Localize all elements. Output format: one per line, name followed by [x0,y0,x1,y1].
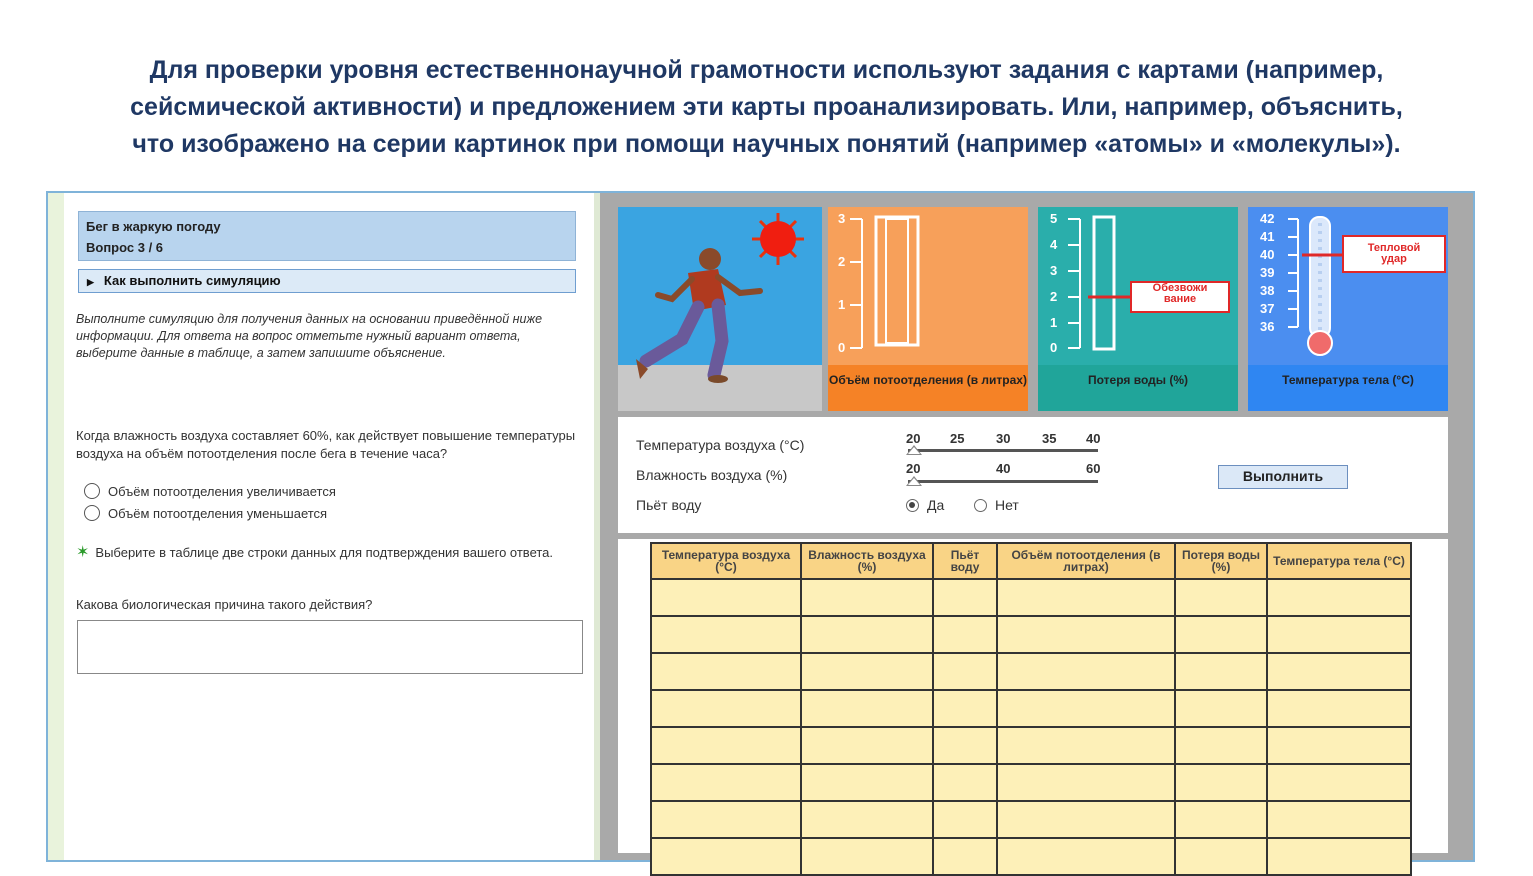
instructions-text: Выполните симуляцию для получения данных на основании приведённой ниже информации. Для ответа на вопрос отметьте нужный вариант ответа, выберите данные в таблице, а затем запишите объяснение. [76,312,543,360]
callout-line: Тепловой [1367,242,1421,254]
table-cell[interactable] [997,801,1175,838]
radio-button[interactable] [84,483,100,499]
humidity-scale-value: 40 [996,461,1011,476]
simulation-visuals [618,207,1448,411]
water-tick: 4 [1050,237,1058,252]
table-cell[interactable] [997,838,1175,875]
table-row[interactable] [651,579,1411,616]
table-cell[interactable] [1267,616,1411,653]
table-cell[interactable] [1175,653,1267,690]
table-cell[interactable] [801,838,933,875]
table-cell[interactable] [1267,690,1411,727]
slide-title-line: Для проверки уровня естественнонаучной грамотности используют задания с картами (например, [149,56,1384,84]
drinks-no-label: Нет [995,497,1019,513]
table-cell[interactable] [1175,616,1267,653]
table-cell[interactable] [1175,801,1267,838]
question-text: Когда влажность воздуха составляет 60%, как действует повышение температуры воздуха на объём потоотделения после бега в течение часа? [76,428,576,461]
sweat-tick: 1 [838,297,846,312]
explanation-textarea[interactable] [77,620,583,674]
table-cell[interactable] [1267,838,1411,875]
callout-line: удар [1381,253,1407,265]
air-temp-slider-thumb[interactable] [906,445,922,455]
howto-label: Как выполнить симуляцию [103,273,281,288]
select-hint-text: Выберите в таблице две строки данных для подтверждения вашего ответа. [95,545,554,560]
table-cell[interactable] [933,653,997,690]
table-cell[interactable] [651,616,801,653]
column-header: Потеря воды (%) [1175,543,1267,579]
table-cell[interactable] [933,838,997,875]
slide-title-line: сейсмической активности) и предложением эти карты проанализировать. Или, например, объяснить, [130,93,1403,121]
water-tick: 2 [1050,289,1058,304]
table-cell[interactable] [801,616,933,653]
column-header: Температура воздуха (°C) [651,543,801,579]
temp-tick: 41 [1260,229,1275,244]
water-gauge-label: Потеря воды (%) [1038,365,1238,411]
column-header: Влажность воздуха (%) [801,543,933,579]
callout-line: вание [1163,293,1197,305]
air-temp-slider-track[interactable] [908,449,1098,452]
sweat-gauge-label: Объём потоотделения (в литрах) [828,365,1028,411]
body-temperature-gauge [1248,207,1448,411]
radio-button[interactable] [906,499,919,512]
table-row[interactable] [651,801,1411,838]
run-simulation-button[interactable]: Выполнить [1218,465,1348,489]
water-tick: 3 [1050,263,1058,278]
slide-title-line: что изображено на серии картинок при помощи научных понятий (например «атомы» и «молекулы»). [132,130,1401,158]
table-row[interactable] [651,727,1411,764]
temp-tick: 42 [1260,211,1275,226]
table-cell[interactable] [801,801,933,838]
sweat-tick: 3 [838,211,846,226]
table-cell[interactable] [1175,764,1267,801]
table-cell[interactable] [651,727,801,764]
table-cell[interactable] [1267,653,1411,690]
water-tick: 5 [1050,211,1058,226]
simulation-controls [618,417,1448,533]
table-cell[interactable] [1267,579,1411,616]
table-cell[interactable] [997,579,1175,616]
table-cell[interactable] [651,579,801,616]
table-cell[interactable] [651,838,801,875]
table-cell[interactable] [801,690,933,727]
results-table-area [618,539,1448,853]
drinks-yes-radio[interactable] [906,497,944,513]
water-tick: 0 [1050,340,1058,355]
radio-button[interactable] [974,499,987,512]
table-cell[interactable] [651,801,801,838]
water-tick: 1 [1050,315,1058,330]
table-cell[interactable] [801,653,933,690]
table-cell[interactable] [933,727,997,764]
star-icon: ✶ [76,544,90,561]
sweat-volume-gauge [828,207,1028,411]
table-cell[interactable] [801,727,933,764]
question-number: Вопрос 3 / 6 [86,240,164,255]
table-cell[interactable] [801,764,933,801]
temp-gauge-label: Температура тела (°C) [1248,365,1448,411]
table-cell[interactable] [933,801,997,838]
thermometer-icon [1248,207,1448,365]
temp-tick: 38 [1260,283,1275,298]
howto-toggle-button[interactable] [78,269,576,293]
runner-scene [618,207,822,411]
column-header: Пьёт воду [933,543,997,579]
simulation-pane [600,193,1473,860]
table-row[interactable] [651,690,1411,727]
heatstroke-callout [1342,235,1446,273]
table-row[interactable] [651,838,1411,875]
table-cell[interactable] [1267,764,1411,801]
table-cell[interactable] [997,727,1175,764]
air-temp-scale-value: 30 [996,431,1011,446]
answer-option-decrease[interactable] [84,505,327,521]
radio-button[interactable] [84,505,100,521]
drinks-no-radio[interactable] [974,497,1019,513]
temp-tick: 36 [1260,319,1275,334]
humidity-scale-value: 20 [906,461,921,476]
table-cell[interactable] [1175,690,1267,727]
water-loss-gauge [1038,207,1238,411]
table-cell[interactable] [933,690,997,727]
table-cell[interactable] [997,690,1175,727]
table-cell[interactable] [933,579,997,616]
air-temp-scale-value: 25 [950,431,965,446]
why-question: Какова биологическая причина такого действия? [76,597,373,612]
humidity-slider-track[interactable] [908,480,1098,483]
table-cell[interactable] [997,616,1175,653]
table-cell[interactable] [1175,838,1267,875]
select-rows-hint [76,543,556,562]
table-cell[interactable] [997,764,1175,801]
air-temp-scale-value: 40 [1086,431,1101,446]
air-temp-scale-value: 20 [906,431,921,446]
table-cell[interactable] [651,653,801,690]
question-header [78,211,576,261]
question-pane [48,193,594,860]
answer-option-label: Объём потоотделения увеличивается [108,483,336,499]
sweat-tick: 2 [838,254,846,269]
measuring-cylinder-icon [828,207,1028,365]
table-row[interactable] [651,616,1411,653]
triangle-right-icon: ▶ [87,277,94,287]
results-table [650,542,1412,876]
drinks-water-label: Пьёт воду [636,497,702,513]
table-cell[interactable] [933,616,997,653]
temp-tick: 39 [1260,265,1275,280]
table-cell[interactable] [933,764,997,801]
answer-option-increase[interactable] [84,483,336,499]
table-cell[interactable] [801,579,933,616]
task-title: Бег в жаркую погоду [86,219,221,234]
answer-option-label: Объём потоотделения уменьшается [108,505,328,521]
drinks-yes-label: Да [927,497,945,513]
table-cell[interactable] [1267,801,1411,838]
temp-tick: 40 [1260,247,1275,262]
simulation-window [46,191,1475,862]
callout-line: Обезвожи [1152,282,1208,294]
table-cell[interactable] [997,653,1175,690]
table-cell[interactable] [651,690,801,727]
table-row[interactable] [651,764,1411,801]
column-header: Температура тела (°C) [1267,543,1411,579]
sweat-tick: 0 [838,340,846,355]
table-cell[interactable] [1175,579,1267,616]
humidity-slider-thumb[interactable] [906,476,922,486]
table-row[interactable] [651,653,1411,690]
table-cell[interactable] [651,764,801,801]
runner-figure [618,207,822,411]
table-cell[interactable] [1175,727,1267,764]
air-temp-label: Температура воздуха (°C) [636,437,805,453]
slide-title [40,52,1493,163]
air-temp-scale-value: 35 [1042,431,1057,446]
humidity-label: Влажность воздуха (%) [636,467,788,483]
humidity-scale-value: 60 [1086,461,1101,476]
column-header: Объём потоотделения (в литрах) [997,543,1175,579]
temp-tick: 37 [1260,301,1275,316]
dehydration-callout [1130,281,1230,313]
table-cell[interactable] [1267,727,1411,764]
